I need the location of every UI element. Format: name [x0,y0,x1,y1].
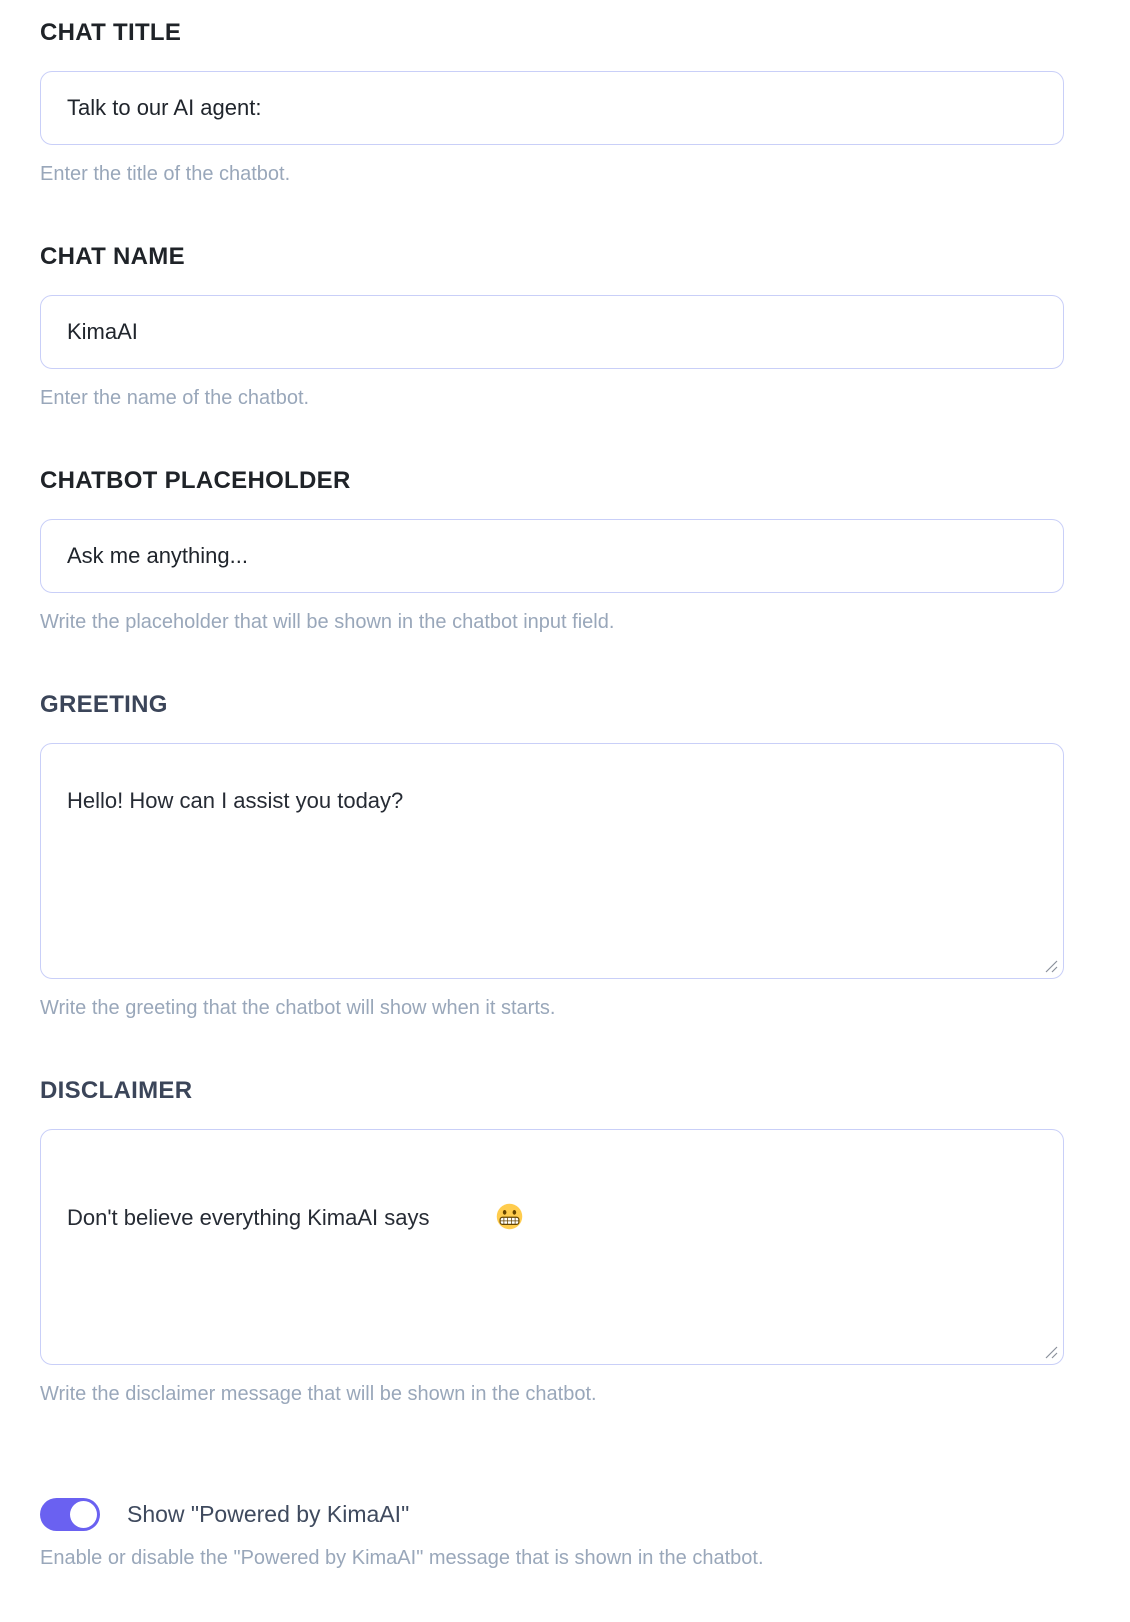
field-group-chat-title [40,20,1064,186]
chat-name-help: Enter the name of the chatbot. [40,387,310,409]
chat-title-label: CHAT TITLE [40,19,182,46]
powered-by-toggle-section [40,1498,1064,1570]
disclaimer-label: DISCLAIMER [40,1077,193,1104]
disclaimer-textarea[interactable] [40,1129,1064,1365]
field-group-disclaimer [40,1078,1064,1406]
field-group-greeting [40,692,1064,1020]
resize-handle-icon[interactable] [1044,959,1058,973]
field-group-chatbot-placeholder [40,468,1064,634]
disclaimer-textarea-wrap [40,1129,1064,1365]
toggle-knob [70,1501,97,1528]
powered-by-toggle-row [40,1498,1064,1531]
greeting-textarea[interactable] [40,743,1064,979]
chat-title-help: Enter the title of the chatbot. [40,163,291,185]
powered-by-toggle-label: Show "Powered by KimaAI" [127,1501,410,1527]
resize-handle-icon[interactable] [1044,1345,1058,1359]
greeting-label: GREETING [40,691,168,718]
chat-name-input[interactable] [40,295,1064,369]
chat-name-label: CHAT NAME [40,243,185,270]
chat-title-input[interactable] [40,71,1064,145]
chatbot-placeholder-label: CHATBOT PLACEHOLDER [40,467,351,494]
powered-by-toggle[interactable] [40,1498,100,1531]
grimacing-face-emoji-icon [434,1172,522,1239]
disclaimer-text: Don't believe everything KimaAI says [67,1204,430,1230]
powered-by-toggle-help: Enable or disable the "Powered by KimaAI" message that is shown in the chatbot. [40,1547,764,1569]
greeting-textarea-wrap [40,743,1064,979]
disclaimer-help: Write the disclaimer message that will be shown in the chatbot. [40,1383,597,1405]
field-group-chat-name [40,244,1064,410]
chatbot-placeholder-help: Write the placeholder that will be shown in the chatbot input field. [40,611,615,633]
greeting-help: Write the greeting that the chatbot will show when it starts. [40,997,556,1019]
chatbot-placeholder-input[interactable] [40,519,1064,593]
